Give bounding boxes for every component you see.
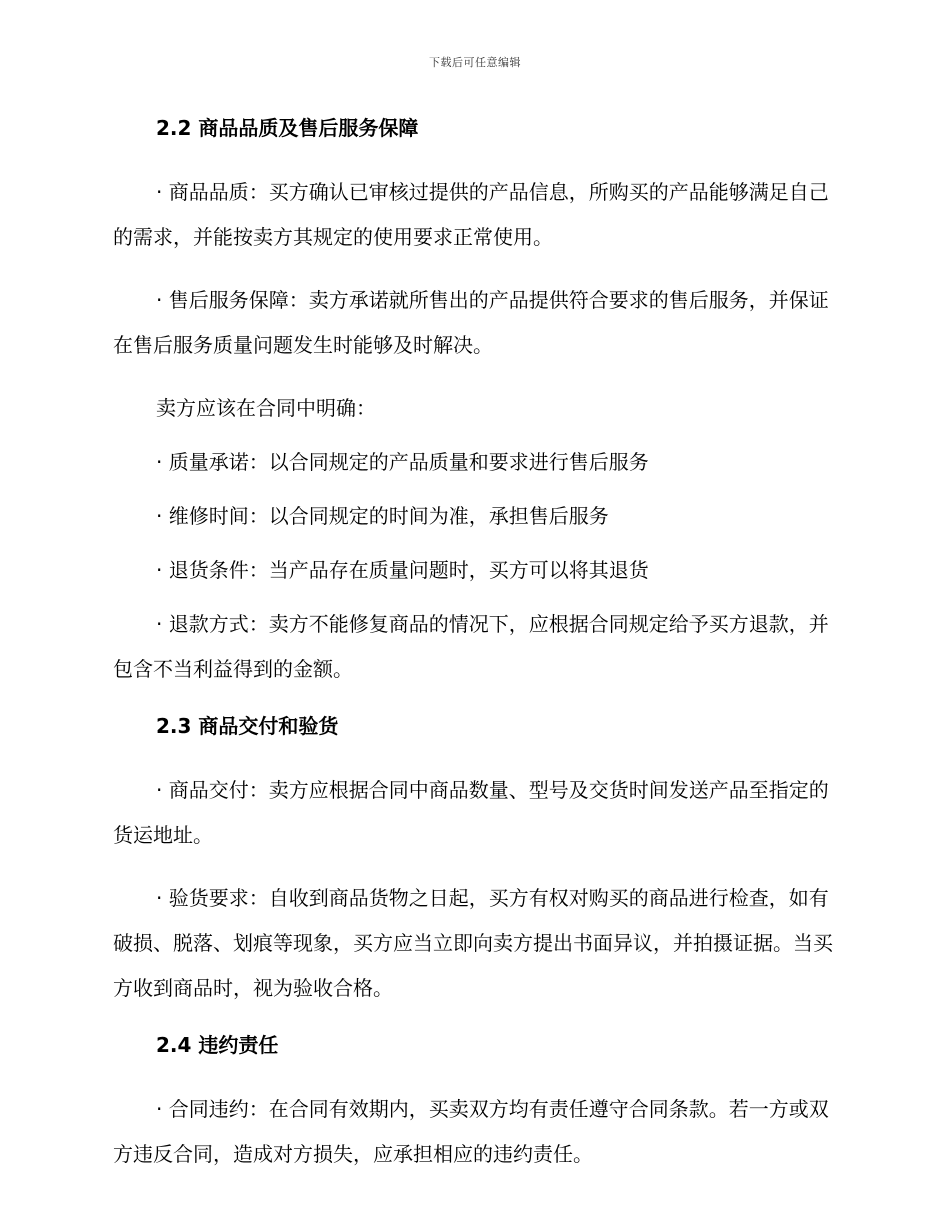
paragraph-delivery: · 商品交付：卖方应根据合同中商品数量、型号及交货时间发送产品至指定的货运地址。 xyxy=(113,778,829,847)
paragraph-product-quality: · 商品品质：买方确认已审核过提供的产品信息，所购买的产品能够满足自己的需求，并能按卖方其规定的使用要求正常使用。 xyxy=(113,180,829,249)
document-body xyxy=(113,112,833,1195)
section-heading-2-3: 2.3 商品交付和验货 xyxy=(156,714,339,738)
paragraph-inspection: · 验货要求：自收到商品货物之日起，买方有权对购买的商品进行检查，如有破损、脱落、划痕等现象，买方应当立即向卖方提出书面异议，并拍摄证据。当买方收到商品时，视为验收合格。 xyxy=(113,886,833,1000)
paragraph-after-sales-guarantee: · 售后服务保障：卖方承诺就所售出的产品提供符合要求的售后服务，并保证在售后服务质量问题发生时能够及时解决。 xyxy=(113,288,829,357)
paragraph-quality-commitment: · 质量承诺：以合同规定的产品质量和要求进行售后服务 xyxy=(156,450,649,474)
section-heading-2-2: 2.2 商品品质及售后服务保障 xyxy=(156,116,419,140)
paragraph-repair-time: · 维修时间：以合同规定的时间为准，承担售后服务 xyxy=(156,504,609,528)
paragraph-contract-breach: · 合同违约：在合同有效期内，买卖双方均有责任遵守合同条款。若一方或双方违反合同，造成对方损失，应承担相应的违约责任。 xyxy=(113,1097,829,1166)
page-header: 下载后可任意编辑 xyxy=(429,56,521,69)
paragraph-seller-clarify: 卖方应该在合同中明确： xyxy=(156,396,376,420)
paragraph-return-conditions: · 退货条件：当产品存在质量问题时，买方可以将其退货 xyxy=(156,558,649,582)
paragraph-refund-method: · 退款方式：卖方不能修复商品的情况下，应根据合同规定给予买方退款，并包含不当利益得到的金额。 xyxy=(113,612,829,681)
section-heading-2-4: 2.4 违约责任 xyxy=(156,1033,279,1057)
